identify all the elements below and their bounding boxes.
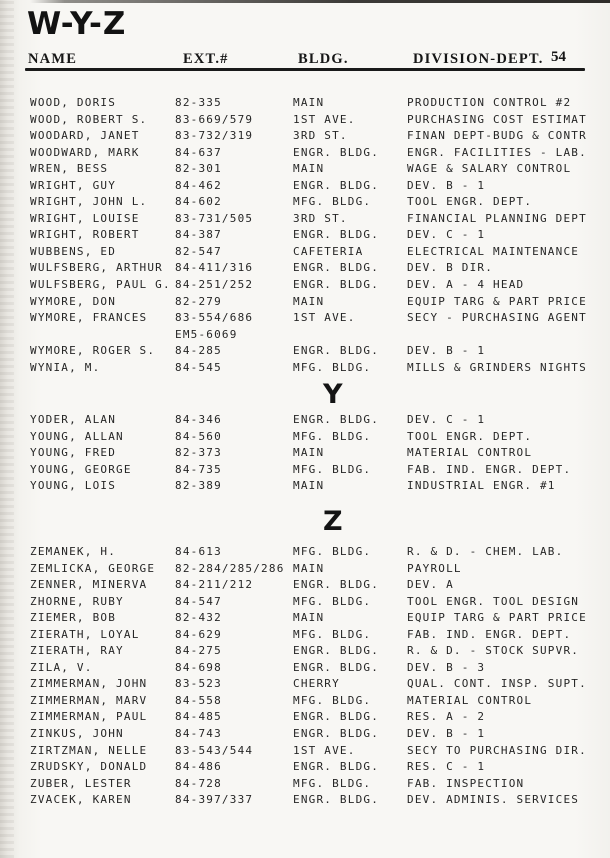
cell-division: FINAN DEPT-BUDG & CONTR: [407, 129, 587, 143]
cell-ext: EM5-6069: [175, 327, 238, 341]
cell-ext: 82-335: [175, 96, 222, 109]
table-row: [30, 310, 592, 327]
table-row: [30, 643, 592, 660]
cell-bldg: ENGR. BLDG.: [293, 793, 380, 807]
cell-division: WAGE & SALARY CONTROL: [407, 162, 572, 176]
cell-bldg: ENGR. BLDG.: [293, 261, 380, 275]
section-w-rows: [30, 95, 592, 376]
cell-division: RES. C - 1: [407, 760, 486, 774]
table-row: [30, 776, 592, 793]
cell-name: WREN, BESS: [30, 162, 109, 176]
table-row: [30, 462, 592, 479]
table-row: [30, 128, 592, 145]
section-z-rows: [30, 544, 592, 809]
table-row: [30, 792, 592, 809]
cell-ext: 82-373: [175, 446, 222, 460]
cell-name: WRIGHT, GUY: [30, 178, 117, 192]
cell-division: DEV. B - 1: [407, 344, 486, 358]
table-row: [30, 627, 592, 644]
cell-bldg: [293, 327, 407, 344]
cell-division: PURCHASING COST ESTIMAT: [407, 112, 587, 126]
cell-bldg: ENGR. BLDG.: [293, 727, 380, 741]
column-header-name: NAME: [28, 51, 77, 71]
cell-division: DEV. B - 3: [407, 660, 486, 674]
cell-ext: 84-728: [175, 776, 222, 790]
cell-name: WOOD, ROBERT S.: [30, 112, 148, 126]
cell-ext: 84-629: [175, 627, 222, 641]
cell-ext: 84-387: [175, 228, 222, 242]
cell-ext: 84-547: [175, 594, 222, 608]
cell-name: WOODWARD, MARK: [30, 145, 140, 159]
cell-bldg: ENGR. BLDG.: [293, 145, 380, 159]
section-letter-z: Z: [323, 506, 343, 537]
table-row: [30, 95, 592, 112]
cell-division: DEV. C - 1: [407, 413, 486, 426]
cell-ext: 84-698: [175, 660, 222, 674]
table-row: [30, 260, 592, 277]
cell-ext: 84-560: [175, 429, 222, 443]
table-row: [30, 594, 592, 611]
cell-name: YOUNG, FRED: [30, 446, 117, 460]
cell-bldg: 3RD ST.: [293, 211, 348, 225]
cell-division: SECY - PURCHASING AGENT: [407, 311, 587, 325]
cell-division: FAB. INSPECTION: [407, 776, 525, 790]
scan-edge-left: [0, 0, 14, 858]
table-row: [30, 211, 592, 228]
table-row: [30, 429, 592, 446]
cell-ext: 84-211/212: [175, 578, 254, 592]
cell-ext: 84-613: [175, 545, 222, 558]
cell-name: WOODARD, JANET: [30, 129, 140, 143]
cell-name: YOUNG, ALLAN: [30, 429, 124, 443]
cell-ext: 82-284/285/286: [175, 561, 285, 575]
cell-division: MILLS & GRINDERS NIGHTS: [407, 360, 587, 374]
cell-name: ZIRTZMAN, NELLE: [30, 743, 148, 757]
table-row: [30, 743, 592, 760]
cell-name: ZRUDSKY, DONALD: [30, 760, 148, 774]
cell-ext: 82-301: [175, 162, 222, 176]
cell-name: ZINKUS, JOHN: [30, 727, 124, 741]
cell-division: [407, 327, 592, 344]
cell-bldg: MFG. BLDG.: [293, 545, 372, 558]
table-row: [30, 561, 592, 578]
table-row: [30, 343, 592, 360]
cell-bldg: MFG. BLDG.: [293, 693, 372, 707]
page-number: 54: [551, 49, 566, 65]
cell-name: ZHORNE, RUBY: [30, 594, 124, 608]
cell-name: ZUBER, LESTER: [30, 776, 132, 790]
table-row: [30, 676, 592, 693]
cell-division: INDUSTRIAL ENGR. #1: [407, 479, 556, 493]
cell-ext: 84-602: [175, 195, 222, 209]
page-title: W-Y-Z: [27, 6, 127, 42]
cell-ext: 84-397/337: [175, 793, 254, 807]
cell-bldg: ENGR. BLDG.: [293, 578, 380, 592]
table-row: [30, 360, 592, 377]
cell-division: EQUIP TARG & PART PRICE: [407, 294, 587, 308]
cell-bldg: MAIN: [293, 479, 325, 493]
cell-name: YOUNG, GEORGE: [30, 462, 132, 476]
cell-division: MATERIAL CONTROL: [407, 693, 533, 707]
cell-ext: 83-731/505: [175, 211, 254, 225]
cell-bldg: ENGR. BLDG.: [293, 660, 380, 674]
cell-ext: 84-485: [175, 710, 222, 724]
table-row: [30, 327, 592, 344]
cell-division: ENGR. FACILITIES - LAB.: [407, 145, 587, 159]
table-row: [30, 445, 592, 462]
table-row: [30, 726, 592, 743]
cell-bldg: MAIN: [293, 294, 325, 308]
cell-name: WULFSBERG, ARTHUR: [30, 261, 163, 275]
cell-division: DEV. C - 1: [407, 228, 486, 242]
cell-division: TOOL ENGR. DEPT.: [407, 429, 533, 443]
cell-division: FAB. IND. ENGR. DEPT.: [407, 627, 572, 641]
cell-division: DEV. B DIR.: [407, 261, 494, 275]
cell-division: DEV. A: [407, 578, 454, 592]
table-row: [30, 660, 592, 677]
table-row: [30, 161, 592, 178]
cell-division: PAYROLL: [407, 561, 462, 575]
cell-division: PRODUCTION CONTROL #2: [407, 96, 572, 109]
cell-ext: 84-462: [175, 178, 222, 192]
table-row: [30, 178, 592, 195]
cell-division: DEV. B - 1: [407, 727, 486, 741]
cell-name: WRIGHT, ROBERT: [30, 228, 140, 242]
cell-division: TOOL ENGR. TOOL DESIGN: [407, 594, 580, 608]
cell-bldg: CHERRY: [293, 677, 340, 691]
cell-division: MATERIAL CONTROL: [407, 446, 533, 460]
cell-ext: 83-669/579: [175, 112, 254, 126]
cell-name: WRIGHT, JOHN L.: [30, 195, 148, 209]
cell-bldg: 1ST AVE.: [293, 311, 356, 325]
cell-division: R. & D. - STOCK SUPVR.: [407, 644, 580, 658]
cell-division: EQUIP TARG & PART PRICE: [407, 611, 587, 625]
cell-division: FAB. IND. ENGR. DEPT.: [407, 462, 572, 476]
cell-bldg: ENGR. BLDG.: [293, 760, 380, 774]
cell-bldg: MFG. BLDG.: [293, 627, 372, 641]
section-y-rows: [30, 412, 592, 495]
cell-name: WYMORE, FRANCES: [30, 311, 148, 325]
cell-ext: 84-275: [175, 644, 222, 658]
cell-division: RES. A - 2: [407, 710, 486, 724]
cell-bldg: MFG. BLDG.: [293, 429, 372, 443]
cell-name: WULFSBERG, PAUL G.: [30, 278, 171, 292]
cell-ext: 82-432: [175, 611, 222, 625]
table-row: [30, 577, 592, 594]
cell-name: ZIERATH, LOYAL: [30, 627, 140, 641]
cell-bldg: MAIN: [293, 561, 325, 575]
cell-name: ZIERATH, RAY: [30, 644, 124, 658]
column-header-ext: EXT.#: [183, 51, 229, 71]
table-row: [30, 244, 592, 261]
cell-name: ZIEMER, BOB: [30, 611, 117, 625]
table-row: [30, 709, 592, 726]
cell-name: WYMORE, DON: [30, 294, 117, 308]
cell-ext: 84-558: [175, 693, 222, 707]
cell-bldg: MFG. BLDG.: [293, 594, 372, 608]
table-row: [30, 294, 592, 311]
cell-division: TOOL ENGR. DEPT.: [407, 195, 533, 209]
cell-bldg: ENGR. BLDG.: [293, 710, 380, 724]
cell-ext: 84-735: [175, 462, 222, 476]
table-row: [30, 194, 592, 211]
cell-ext: 84-285: [175, 344, 222, 358]
scan-edge-top: [30, 0, 610, 3]
cell-bldg: MAIN: [293, 96, 325, 109]
cell-name: ZIMMERMAN, MARV: [30, 693, 148, 707]
cell-bldg: ENGR. BLDG.: [293, 228, 380, 242]
table-row: [30, 227, 592, 244]
cell-name: ZENNER, MINERVA: [30, 578, 148, 592]
cell-ext: 82-279: [175, 294, 222, 308]
cell-name: [30, 327, 175, 344]
cell-bldg: ENGR. BLDG.: [293, 644, 380, 658]
cell-division: R. & D. - CHEM. LAB.: [407, 545, 564, 558]
cell-division: SECY TO PURCHASING DIR.: [407, 743, 587, 757]
table-row: [30, 412, 592, 429]
table-row: [30, 693, 592, 710]
cell-bldg: 3RD ST.: [293, 129, 348, 143]
cell-name: ZVACEK, KAREN: [30, 793, 132, 807]
cell-ext: 84-346: [175, 413, 222, 426]
cell-division: DEV. B - 1: [407, 178, 486, 192]
table-row: [30, 759, 592, 776]
cell-division: ELECTRICAL MAINTENANCE: [407, 244, 580, 258]
cell-bldg: 1ST AVE.: [293, 743, 356, 757]
cell-bldg: MFG. BLDG.: [293, 776, 372, 790]
cell-bldg: CAFETERIA: [293, 244, 364, 258]
cell-name: WYNIA, M.: [30, 360, 101, 374]
cell-bldg: ENGR. BLDG.: [293, 344, 380, 358]
cell-name: ZEMLICKA, GEORGE: [30, 561, 156, 575]
cell-name: WYMORE, ROGER S.: [30, 344, 156, 358]
cell-name: ZEMANEK, H.: [30, 545, 117, 558]
table-row: [30, 145, 592, 162]
cell-ext: 83-543/544: [175, 743, 254, 757]
cell-ext: 83-732/319: [175, 129, 254, 143]
cell-ext: 82-547: [175, 244, 222, 258]
cell-name: ZILA, V.: [30, 660, 93, 674]
cell-bldg: ENGR. BLDG.: [293, 413, 380, 426]
cell-division: QUAL. CONT. INSP. SUPT.: [407, 677, 587, 691]
cell-name: WOOD, DORIS: [30, 96, 117, 109]
column-header-bldg: BLDG.: [298, 51, 349, 71]
cell-division: DEV. A - 4 HEAD: [407, 278, 525, 292]
section-letter-y: Y: [323, 379, 343, 410]
table-row: [30, 112, 592, 129]
cell-ext: 84-545: [175, 360, 222, 374]
table-row: [30, 610, 592, 627]
header-rule: [25, 68, 585, 71]
cell-bldg: ENGR. BLDG.: [293, 178, 380, 192]
table-row: [30, 544, 592, 561]
cell-bldg: MFG. BLDG.: [293, 195, 372, 209]
cell-bldg: 1ST AVE.: [293, 112, 356, 126]
cell-division: DEV. ADMINIS. SERVICES: [407, 793, 580, 807]
column-header-division: DIVISION-DEPT.: [413, 51, 544, 71]
cell-ext: 84-743: [175, 727, 222, 741]
cell-name: WUBBENS, ED: [30, 244, 117, 258]
cell-ext: 84-486: [175, 760, 222, 774]
cell-ext: 83-523: [175, 677, 222, 691]
table-row: [30, 478, 592, 495]
cell-ext: 84-411/316: [175, 261, 254, 275]
cell-ext: 84-637: [175, 145, 222, 159]
cell-name: YODER, ALAN: [30, 413, 117, 426]
cell-division: FINANCIAL PLANNING DEPT: [407, 211, 587, 225]
cell-ext: 84-251/252: [175, 278, 254, 292]
cell-ext: 82-389: [175, 479, 222, 493]
cell-name: YOUNG, LOIS: [30, 479, 117, 493]
cell-name: ZIMMERMAN, PAUL: [30, 710, 148, 724]
cell-bldg: MFG. BLDG.: [293, 462, 372, 476]
cell-name: ZIMMERMAN, JOHN: [30, 677, 148, 691]
cell-name: WRIGHT, LOUISE: [30, 211, 140, 225]
table-row: [30, 277, 592, 294]
cell-bldg: MFG. BLDG.: [293, 360, 372, 374]
cell-bldg: MAIN: [293, 162, 325, 176]
cell-ext: 83-554/686: [175, 311, 254, 325]
cell-bldg: MAIN: [293, 446, 325, 460]
cell-bldg: ENGR. BLDG.: [293, 278, 380, 292]
cell-bldg: MAIN: [293, 611, 325, 625]
